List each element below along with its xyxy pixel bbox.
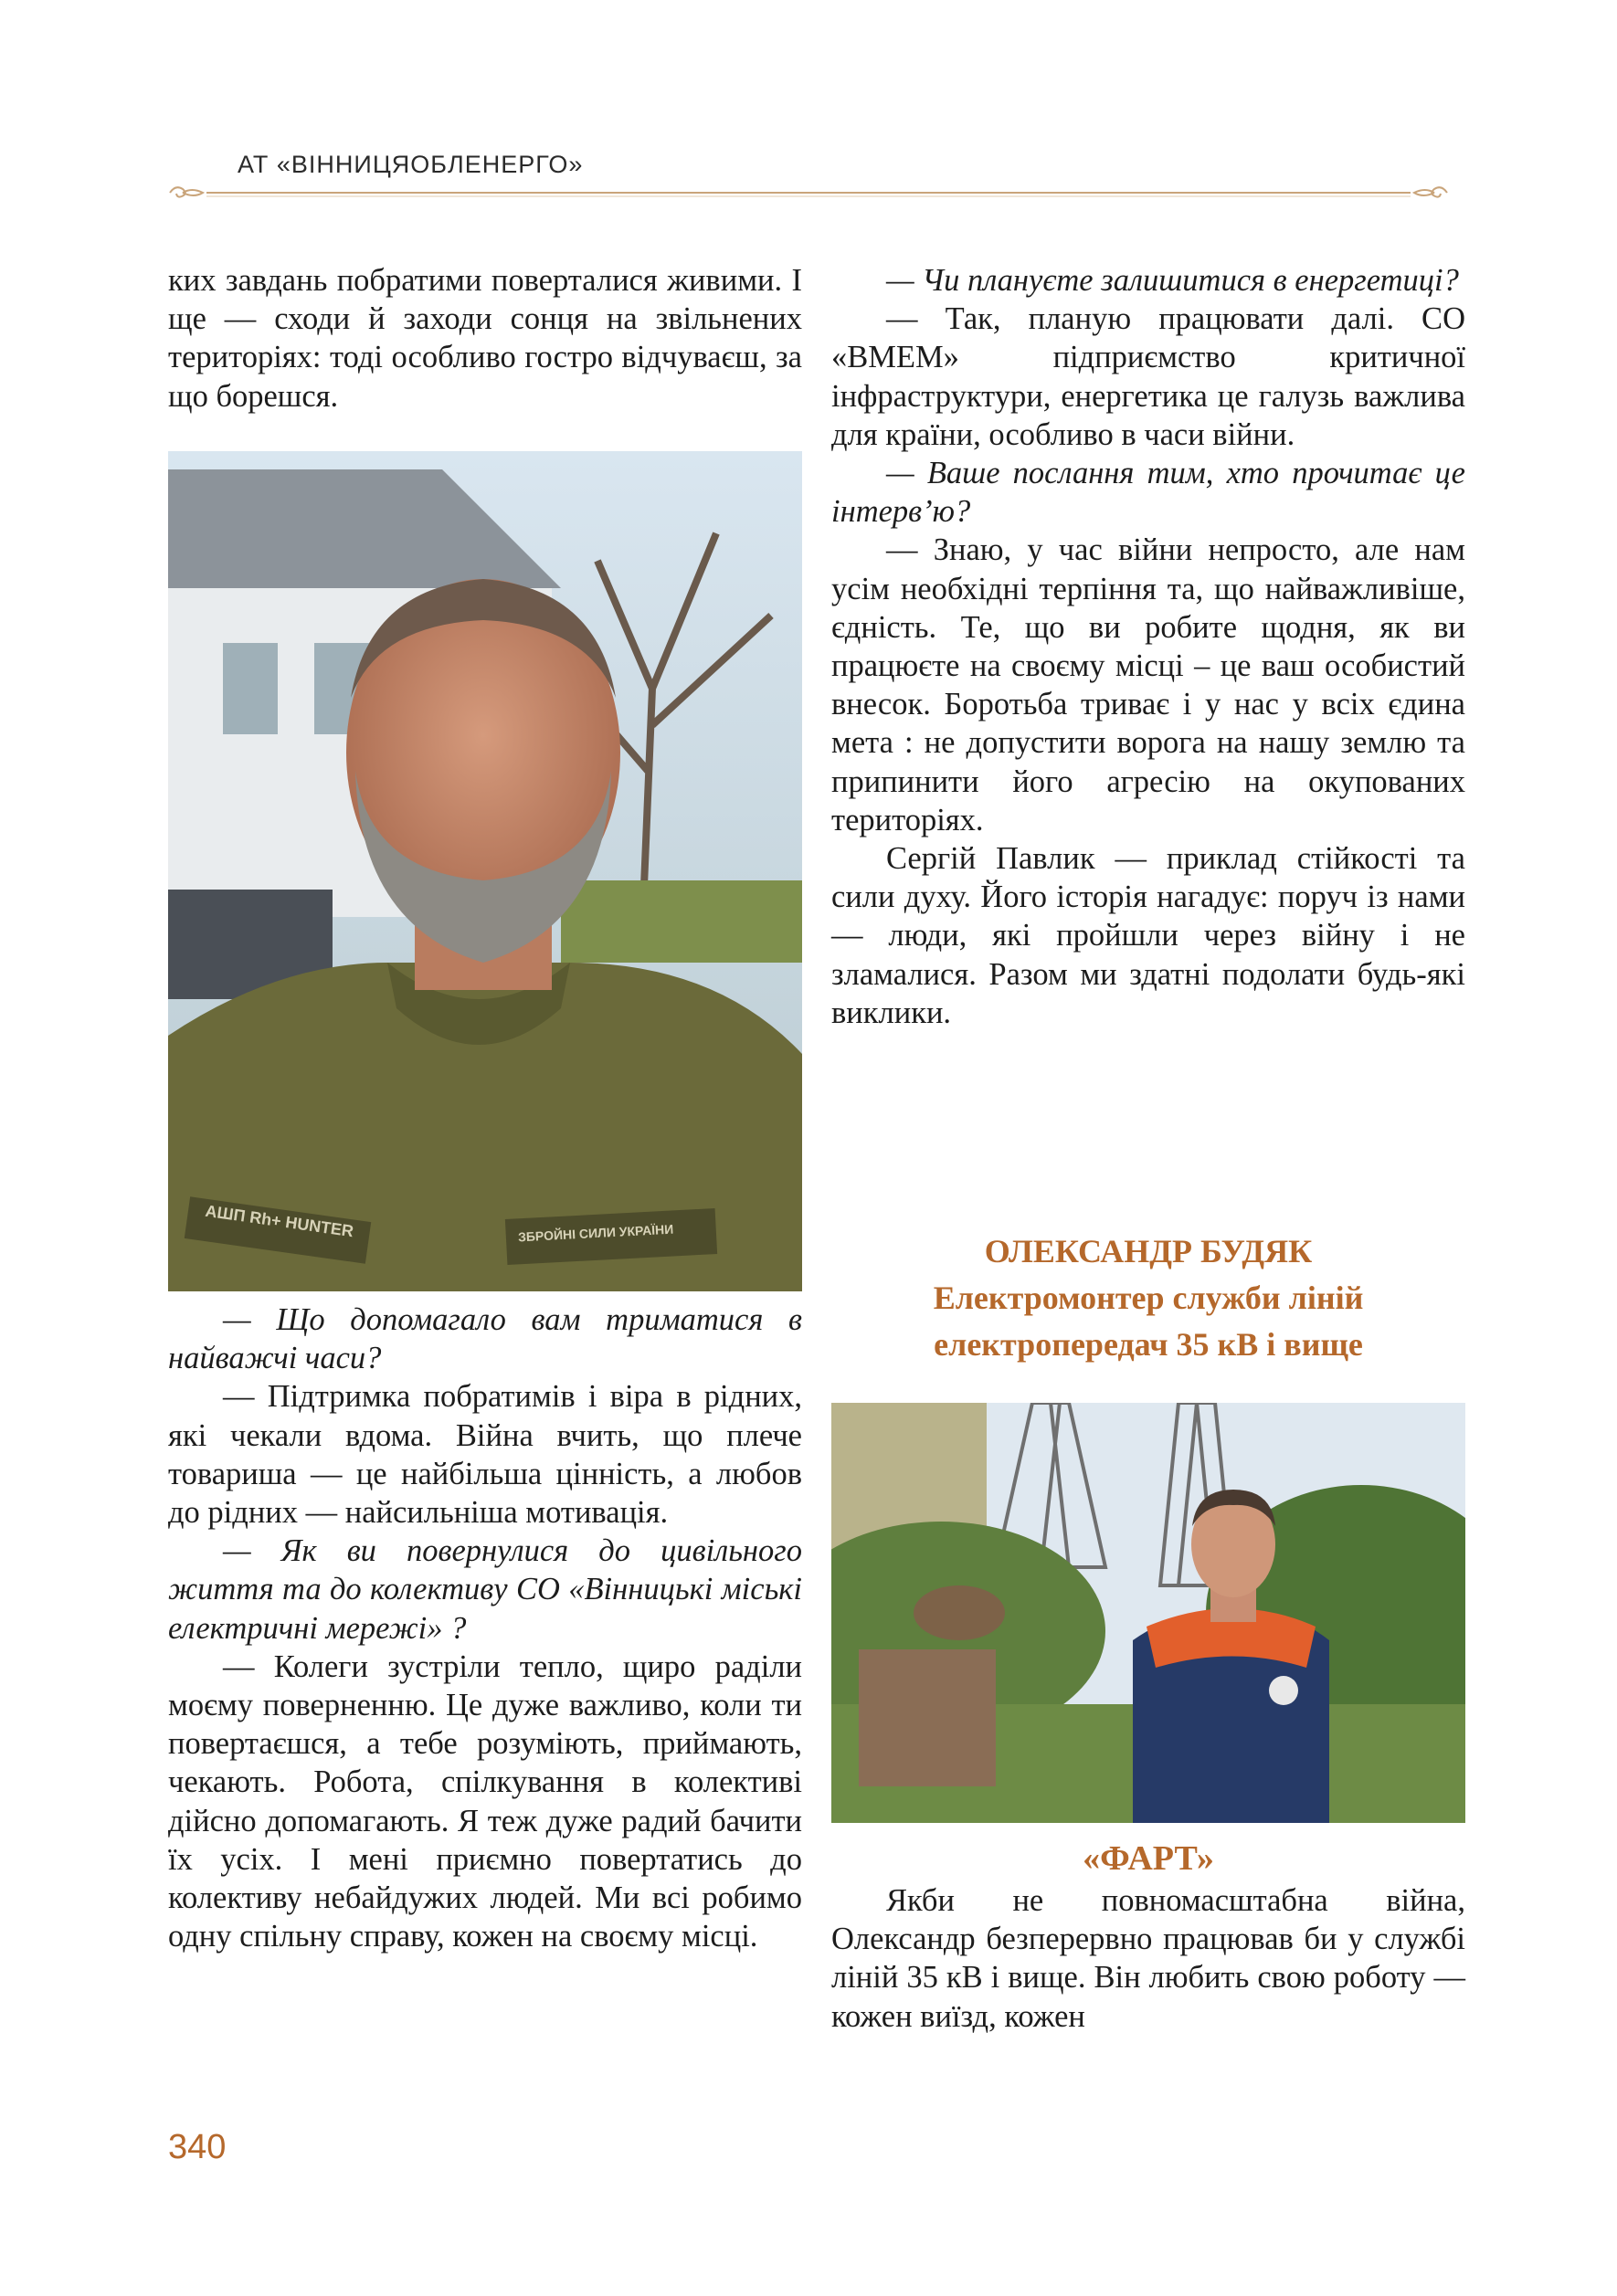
closing-paragraph: Сергій Павлик — приклад стійкості та сили духу. Його історія нагадує: поруч із нами — люди, які пройшли через війну і не зламалися. Разом ми здатні подолати будь-які виклики.	[831, 841, 1465, 1030]
header-ornament-rule	[164, 183, 1453, 203]
question-paragraph: — Чи плануєте залишитися в енергетиці?	[886, 263, 1459, 298]
patch-right-text: ЗБРОЙНІ СИЛИ УКРАЇНИ	[517, 1221, 674, 1245]
answer-paragraph: — Знаю, у час війни непросто, але нам усім необхідні терпіння та, що найважливіше, єдність. Те, що ви робите щодня, як ви працюєте на своєму місці – це ваш особистий внесок. Боротьба триває і у нас у всіх єдина мета : не допустити ворога на нашу землю та припинити його агресію на окупованих територіях.	[831, 532, 1465, 837]
question-paragraph: — Що допомагало вам триматися в найважчі часи?	[168, 1302, 802, 1376]
profile-role-line-2: електропередач 35 кВ і вище	[934, 1326, 1363, 1363]
answer-paragraph: — Колеги зустріли тепло, щиро раділи моєму поверненню. Це дуже важливо, коли ти повертаєшся, а тебе розуміють, приймають, чекають. Робота, спілкування в колективі дійсно допомагають. Я теж дуже радий бачити їх усіх. І мені приємно повертатись до колективу небайдужих людей. Ми всі робимо одну спільну справу, кожен на своєму місці.	[168, 1648, 802, 1954]
portrait-photo-serhii	[168, 451, 802, 1291]
paragraph: ких завдань побратими поверталися живими. І ще — сходи й заходи сонця на звільнених територіях: тоді особливо гостро відчуваєш, за що борешся.	[168, 263, 802, 414]
running-header-title: АТ «ВІННИЦЯОБЛЕНЕРГО»	[238, 151, 584, 178]
profile-name-heading: ОЛЕКСАНДР БУДЯК	[984, 1233, 1313, 1269]
answer-paragraph: — Так, планую працювати далі. СО «ВМЕМ» підприємство критичної інфраструктури, енергетика це галузь важлива для країни, особливо в часи війни.	[831, 301, 1465, 452]
question-paragraph: — Ваше послання тим, хто прочитає це інтерв’ю?	[831, 456, 1465, 530]
page-number: 340	[168, 2128, 227, 2166]
question-paragraph: — Як ви повернулися до цивільного життя та до колективу СО «Вінницькі міські електричні мережі» ?	[168, 1533, 802, 1646]
left-column-bottom-text	[168, 1301, 802, 1955]
profile-role-line-1: Електромонтер служби ліній	[933, 1280, 1364, 1316]
answer-paragraph: — Підтримка побратимів і віра в рідних, які чекали вдома. Війна вчить, що плече товариша — це найбільша цінність, а любов до рідних — найсильніша мотивація.	[168, 1379, 802, 1531]
portrait-photo-oleksandr	[831, 1403, 1465, 1823]
right-column-top-text	[831, 261, 1465, 1032]
paragraph: Якби не повномасштабна війна, Олександр безперервно працював би у службі ліній 35 кВ і вище. Він любить свою роботу — кожен виїзд, кожен	[831, 1883, 1465, 2034]
patch-left-text: АШП Rh+ HUNTER	[204, 1201, 355, 1241]
section-title: «ФАРТ»	[1083, 1839, 1214, 1878]
right-column-bottom-text	[831, 1881, 1465, 2036]
left-column-top-text	[168, 261, 802, 416]
